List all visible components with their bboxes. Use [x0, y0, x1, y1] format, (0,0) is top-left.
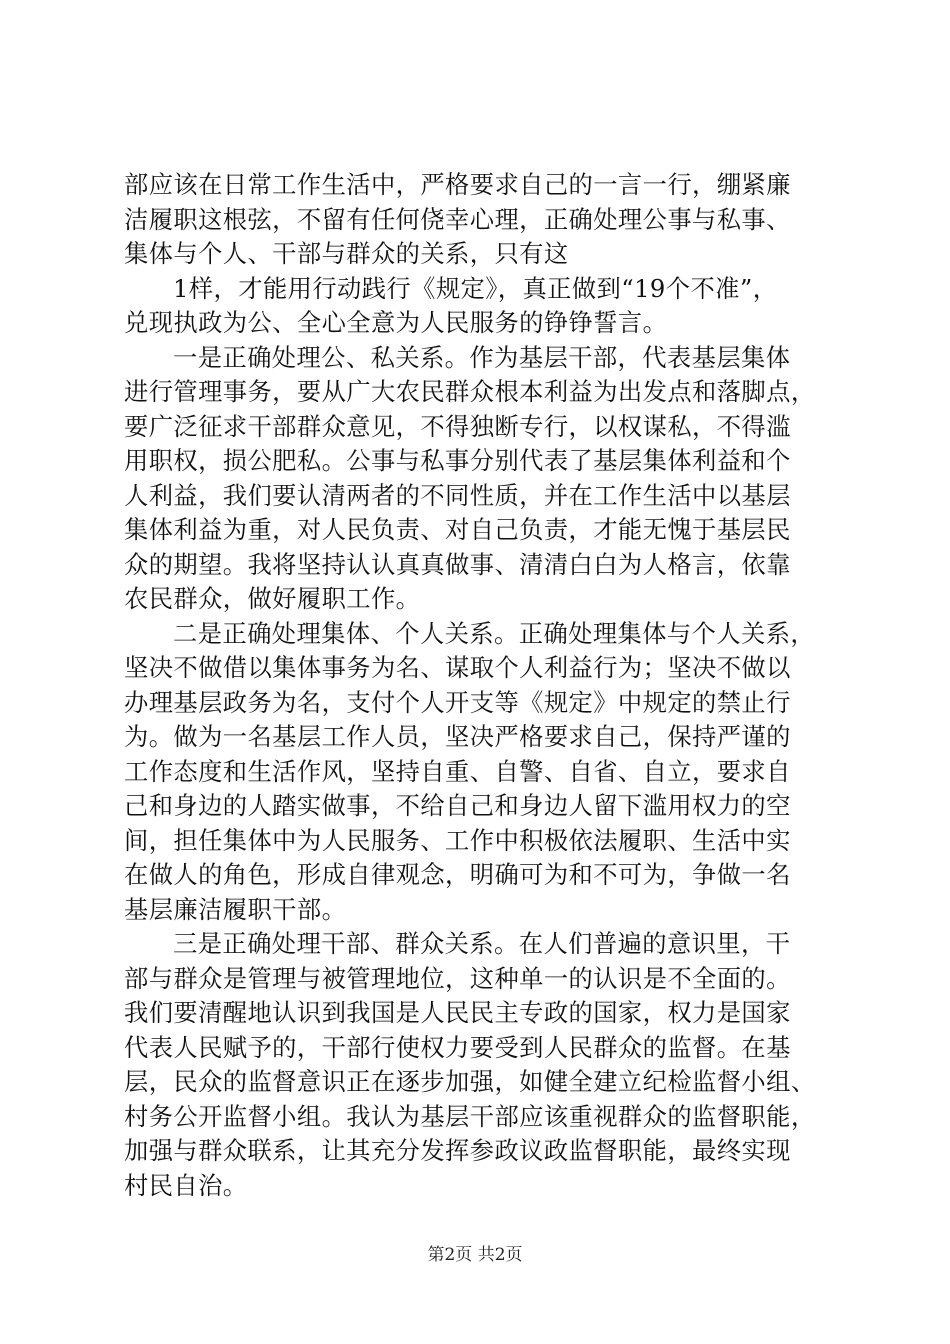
- text-line: 用职权，损公肥私。公事与私事分别代表了基层集体利益和个: [124, 446, 791, 475]
- text-line: 我们要清醒地认识到我国是人民民主专政的国家，权力是国家: [124, 998, 791, 1027]
- text-line: 加强与群众联系，让其充分发挥参政议政监督职能，最终实现: [124, 1136, 791, 1165]
- paragraph-first-line: 1样，才能用行动践行《规定》，真正做到“19个不准”，: [173, 273, 778, 303]
- text-line: 众的期望。我将坚持认认真真做事、清清白白为人格言，依靠: [124, 549, 791, 579]
- paragraph-first-line: 二是正确处理集体、个人关系。正确处理集体与个人关系，: [173, 618, 816, 648]
- text-line: 层，民众的监督意识正在逐步加强，如健全建立纪检监督小组、: [124, 1067, 816, 1096]
- text-line: 间，担任集体中为人民服务、工作中积极依法履职、生活中实: [124, 825, 791, 855]
- text-line: 为。做为一名基层工作人员，坚决严格要求自己，保持严谨的: [124, 722, 791, 751]
- paragraph-first-line: 一是正确处理公、私关系。作为基层干部，代表基层集体: [173, 342, 791, 372]
- document-body: [124, 168, 849, 1203]
- text-line: 部与群众是管理与被管理地位，这种单一的认识是不全面的。: [124, 963, 791, 993]
- text-line: 工作态度和生活作风，坚持自重、自警、自省、自立，要求自: [124, 756, 791, 786]
- page-number-footer: 第2页 共2页: [427, 1245, 523, 1265]
- text-line: 坚决不做借以集体事务为名、谋取个人利益行为；坚决不做以: [124, 653, 791, 682]
- text-line: 进行管理事务，要从广大农民群众根本利益为出发点和落脚点，: [124, 377, 816, 406]
- text-line: 基层廉洁履职干部。: [124, 894, 347, 924]
- text-line: 集体利益为重，对人民负责、对自己负责，才能无愧于基层民: [124, 515, 791, 544]
- text-line: 办理基层政务为名，支付个人开支等《规定》中规定的禁止行: [124, 687, 791, 717]
- text-line: 部应该在日常工作生活中，严格要求自己的一言一行，绷紧廉: [124, 170, 791, 199]
- text-line: 洁履职这根弦，不留有任何侥幸心理，正确处理公事与私事、: [124, 204, 791, 234]
- text-line: 己和身边的人踏实做事，不给自己和身边人留下滥用权力的空: [124, 791, 791, 820]
- text-line: 在做人的角色，形成自律观念，明确可为和不可为，争做一名: [124, 860, 791, 889]
- paragraph-first-line: 三是正确处理干部、群众关系。在人们普遍的意识里，干: [173, 929, 791, 958]
- text-line: 村民自治。: [124, 1170, 248, 1200]
- text-line: 村务公开监督小组。我认为基层干部应该重视群众的监督职能，: [124, 1101, 816, 1131]
- text-line: 农民群众，做好履职工作。: [124, 584, 421, 613]
- text-line: 代表人民赋予的，干部行使权力要受到人民群众的监督。在基: [124, 1032, 791, 1062]
- text-line: 人利益，我们要认清两者的不同性质，并在工作生活中以基层: [124, 480, 791, 510]
- text-line: 要广泛征求干部群众意见，不得独断专行，以权谋私，不得滥: [124, 411, 791, 441]
- text-line: 兑现执政为公、全心全意为人民服务的铮铮誓言。: [124, 308, 668, 337]
- text-line: 集体与个人、干部与群众的关系，只有这: [124, 239, 569, 268]
